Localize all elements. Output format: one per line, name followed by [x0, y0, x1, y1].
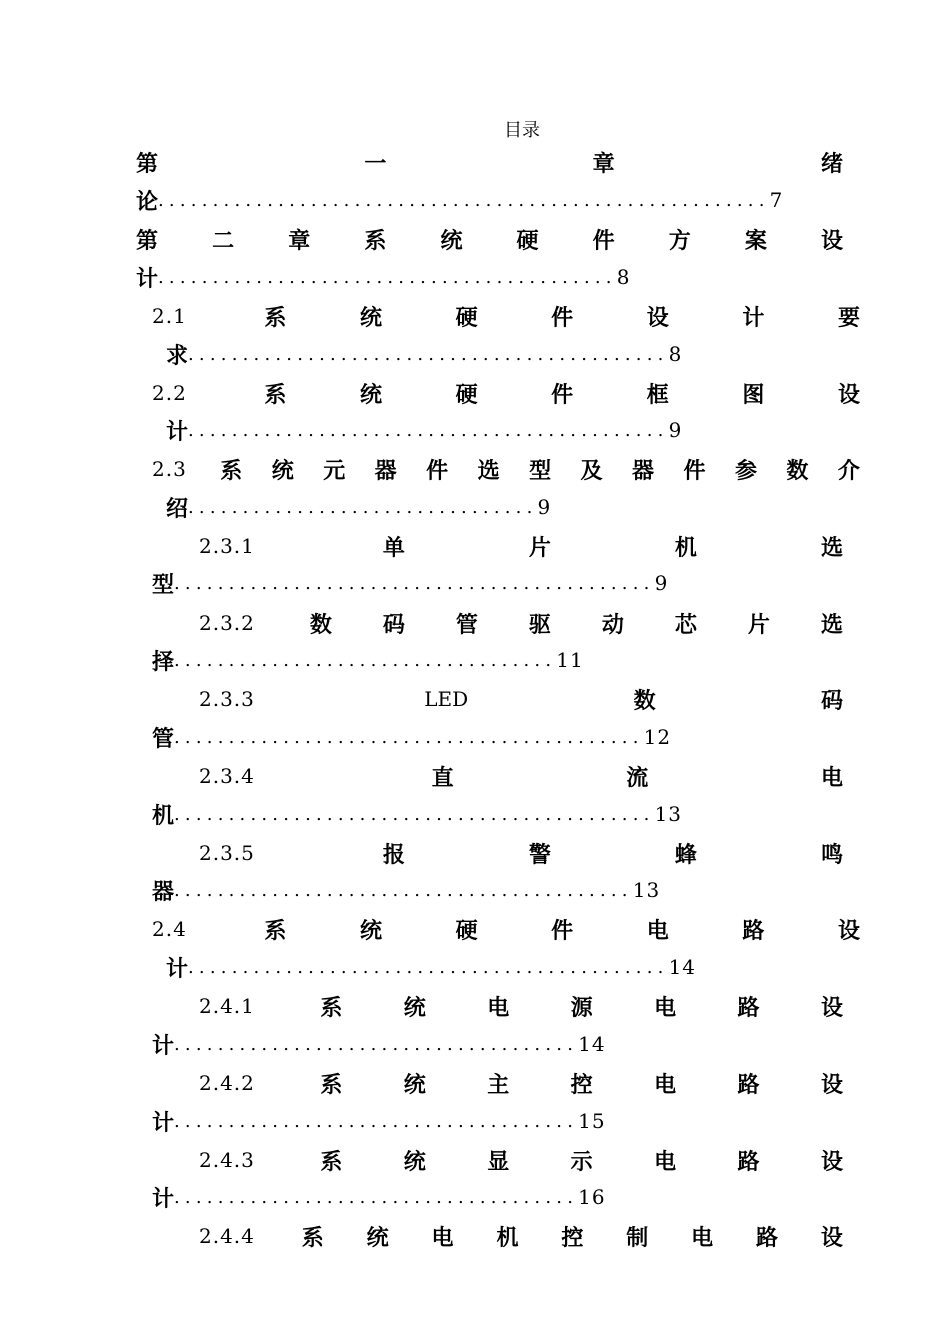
toc-entry-char: 机	[674, 535, 697, 561]
toc-entry-char: 方	[668, 228, 691, 254]
toc-entry[interactable]	[199, 761, 843, 791]
toc-entry-char: 一	[364, 151, 387, 177]
toc-entry-char: 芯	[674, 612, 697, 638]
toc-entry-char: 控	[561, 1225, 584, 1251]
toc-entry[interactable]	[152, 454, 860, 484]
toc-entry-char: 示	[570, 1149, 593, 1175]
toc-entry-char: 绪	[820, 151, 843, 177]
toc-entry-char: 系	[301, 1225, 324, 1251]
dot-leader: ............................................	[188, 343, 669, 365]
toc-page-number: 7	[769, 188, 784, 212]
toc-entry-continuation[interactable]	[136, 185, 783, 215]
toc-entry-char: 路	[742, 918, 765, 944]
toc-entry[interactable]	[199, 1221, 843, 1251]
toc-entry-continuation[interactable]	[152, 722, 671, 752]
toc-entry-char: 电	[654, 995, 677, 1021]
toc-entry-char: 统	[403, 1149, 426, 1175]
toc-entry-number: 2.3.4	[199, 764, 255, 788]
toc-entry-char: 件	[551, 918, 574, 944]
toc-entry-char: 电	[654, 1072, 677, 1098]
toc-entry-char: 选	[477, 458, 500, 484]
toc-entry-number: 2.3	[152, 457, 187, 481]
toc-entry-last-char: 绍	[166, 496, 189, 522]
toc-entry-char: 流	[626, 765, 649, 791]
dot-leader: ..........................................	[174, 879, 633, 901]
toc-entry-char: 统	[359, 382, 382, 408]
toc-entry-char: 控	[570, 1072, 593, 1098]
toc-entry-char: 电	[654, 1149, 677, 1175]
toc-entry-last-char: 计	[166, 419, 189, 445]
toc-entry[interactable]	[136, 147, 843, 177]
toc-entry[interactable]	[136, 224, 843, 254]
toc-entry-char: 系	[320, 995, 343, 1021]
toc-title: 目录	[504, 120, 540, 141]
toc-entry-continuation[interactable]	[152, 568, 668, 598]
toc-entry-char: 设	[820, 1072, 843, 1098]
toc-entry-last-char: 择	[152, 649, 175, 675]
toc-entry-char: 电	[820, 765, 843, 791]
toc-page-number: 13	[632, 878, 661, 902]
toc-entry-char: 路	[756, 1225, 779, 1251]
toc-entry-char: 设	[820, 1149, 843, 1175]
toc-entry-char: 片	[528, 535, 551, 561]
toc-entry-continuation[interactable]	[166, 952, 696, 982]
toc-page-number: 16	[578, 1185, 606, 1209]
toc-entry-number: 2.1	[152, 304, 187, 328]
toc-entry-char: 数	[309, 612, 332, 638]
toc-entry-char: 单	[382, 535, 405, 561]
toc-entry-last-char: 求	[166, 343, 189, 369]
toc-entry-char: 数	[633, 688, 656, 714]
toc-entry-char: 硬	[516, 228, 539, 254]
dot-leader: ........................................................	[158, 189, 770, 211]
toc-page-number: 9	[668, 418, 683, 442]
toc-entry-char: 电	[691, 1225, 714, 1251]
dot-leader: .....................................	[174, 1186, 579, 1208]
toc-entry-char: 介	[837, 458, 860, 484]
toc-entry-char: 主	[487, 1072, 510, 1098]
toc-entry-char: 件	[592, 228, 615, 254]
toc-entry[interactable]	[199, 684, 843, 714]
dot-leader: ..........................................	[158, 266, 617, 288]
toc-entry-char: 器	[374, 458, 397, 484]
toc-entry-number: 2.3.2	[199, 611, 255, 635]
toc-entry-char: 数	[786, 458, 809, 484]
toc-entry-char: 蜂	[674, 842, 697, 868]
toc-entry-char: 元	[323, 458, 346, 484]
toc-entry[interactable]	[152, 301, 860, 331]
toc-entry-char: 统	[440, 228, 463, 254]
toc-entry-char: 统	[359, 918, 382, 944]
dot-leader: .....................................	[174, 1110, 579, 1132]
toc-entry-char: 件	[551, 382, 574, 408]
toc-entry[interactable]	[199, 1068, 843, 1098]
toc-entry-char: 图	[742, 382, 765, 408]
toc-page-number: 9	[537, 495, 552, 519]
toc-entry[interactable]	[199, 838, 843, 868]
toc-page-number: 15	[578, 1109, 606, 1133]
toc-entry-number: 2.4.4	[199, 1224, 255, 1248]
toc-entry[interactable]	[152, 914, 860, 944]
toc-entry-continuation[interactable]	[152, 645, 584, 675]
toc-entry-char: 要	[837, 305, 860, 331]
toc-entry-continuation[interactable]	[166, 492, 551, 522]
toc-entry-last-char: 计	[152, 1033, 175, 1059]
toc-page-number: 12	[643, 725, 672, 749]
toc-entry-char: 直	[431, 765, 454, 791]
toc-entry-char: 设	[820, 228, 843, 254]
dot-leader: ............................................	[188, 419, 669, 441]
toc-entry-last-char: 计	[136, 266, 159, 292]
toc-entry-char: 制	[626, 1225, 649, 1251]
toc-page-number: 14	[668, 955, 697, 979]
toc-entry-char: 源	[570, 995, 593, 1021]
toc-entry-continuation[interactable]	[166, 415, 682, 445]
toc-entry-char: 设	[837, 382, 860, 408]
toc-entry-char: 设	[646, 305, 669, 331]
toc-entry-char: 电	[646, 918, 669, 944]
toc-entry-char: 系	[320, 1072, 343, 1098]
toc-entry-last-char: 机	[152, 803, 175, 829]
toc-entry-char: 设	[820, 1225, 843, 1251]
toc-entry[interactable]	[199, 608, 843, 638]
dot-leader: .....................................	[174, 1033, 579, 1055]
dot-leader: ............................................	[188, 956, 669, 978]
toc-entry-last-char: 型	[152, 572, 175, 598]
toc-entry-number: 2.3.3	[199, 687, 255, 711]
toc-entry-char: 器	[632, 458, 655, 484]
toc-entry-char: 显	[487, 1149, 510, 1175]
toc-entry-number: 2.3.1	[199, 534, 255, 558]
toc-entry-last-char: 计	[166, 956, 189, 982]
toc-entry-continuation[interactable]	[152, 1029, 606, 1059]
toc-entry-char: 警	[528, 842, 551, 868]
toc-entry-char: 驱	[528, 612, 551, 638]
toc-entry-char: 选	[820, 535, 843, 561]
toc-entry-char: 系	[264, 305, 287, 331]
toc-entry-char: 章	[592, 151, 615, 177]
toc-page-number: 9	[654, 571, 669, 595]
toc-entry-char: 管	[455, 612, 478, 638]
toc-entry-char: 二	[212, 228, 235, 254]
toc-entry-number: 2.4	[152, 917, 187, 941]
toc-entry-continuation[interactable]	[152, 875, 660, 905]
toc-entry-char: 框	[646, 382, 669, 408]
toc-entry-char: 计	[742, 305, 765, 331]
toc-entry-char: 动	[601, 612, 624, 638]
toc-entry-char: 系	[364, 228, 387, 254]
toc-entry-char: 及	[580, 458, 603, 484]
toc-entry-char: 系	[264, 382, 287, 408]
toc-entry-last-char: 计	[152, 1110, 175, 1136]
toc-entry-char: 机	[496, 1225, 519, 1251]
toc-entry-char: 统	[359, 305, 382, 331]
toc-entry-continuation[interactable]	[166, 339, 682, 369]
toc-entry-char: 统	[403, 1072, 426, 1098]
toc-entry[interactable]	[199, 991, 843, 1021]
toc-page-number: 11	[556, 648, 584, 672]
toc-entry-char: 件	[683, 458, 706, 484]
dot-leader: ...................................	[174, 649, 557, 671]
toc-entry-char: 第	[136, 151, 159, 177]
toc-entry[interactable]	[199, 1145, 843, 1175]
toc-entry-number: 2.4.2	[199, 1071, 255, 1095]
toc-entry-char: 第	[136, 228, 159, 254]
toc-entry-char: 件	[551, 305, 574, 331]
toc-entry-char: 选	[820, 612, 843, 638]
toc-entry-last-char: 器	[152, 879, 175, 905]
toc-entry-continuation[interactable]	[152, 799, 682, 829]
toc-entry-char: 设	[820, 995, 843, 1021]
toc-entry-char: 鸣	[820, 842, 843, 868]
toc-entry-char: 路	[737, 1072, 760, 1098]
toc-entry-char: 章	[288, 228, 311, 254]
toc-entry-char: 硬	[455, 382, 478, 408]
toc-entry-char: 系	[320, 1149, 343, 1175]
toc-entry-char: 电	[487, 995, 510, 1021]
dot-leader: ............................................	[174, 803, 655, 825]
toc-entry-number: 2.3.5	[199, 841, 255, 865]
toc-entry-char: 报	[382, 842, 405, 868]
toc-entry-char: 设	[837, 918, 860, 944]
toc-entry-char: 电	[431, 1225, 454, 1251]
toc-entry-last-char: 论	[136, 189, 159, 215]
toc-entry-char: 硬	[455, 305, 478, 331]
toc-page-number: 14	[578, 1032, 606, 1056]
dot-leader: ............................................	[174, 572, 655, 594]
toc-entry-char: 统	[271, 458, 294, 484]
dot-leader: ...........................................	[174, 726, 644, 748]
toc-entry-char: 片	[747, 612, 770, 638]
toc-entry-char: 系	[264, 918, 287, 944]
toc-entry-number: 2.4.3	[199, 1148, 255, 1172]
toc-entry-char: 统	[403, 995, 426, 1021]
toc-entry-char: 型	[529, 458, 552, 484]
toc-entry-char: 硬	[455, 918, 478, 944]
toc-entry-continuation[interactable]	[152, 1106, 606, 1136]
toc-entry-char: 统	[366, 1225, 389, 1251]
toc-entry-char: 参	[734, 458, 757, 484]
toc-page-number: 13	[654, 802, 683, 826]
toc-entry[interactable]	[199, 531, 843, 561]
toc-entry-char: 路	[737, 1149, 760, 1175]
toc-entry-last-char: 计	[152, 1186, 175, 1212]
toc-entry-char: 路	[737, 995, 760, 1021]
toc-entry-last-char: 管	[152, 726, 175, 752]
toc-entry-char: 案	[744, 228, 767, 254]
toc-entry-char: 码	[382, 612, 405, 638]
toc-entry-number: 2.4.1	[199, 994, 255, 1018]
dot-leader: ................................	[188, 496, 538, 518]
toc-entry-number: 2.2	[152, 381, 187, 405]
toc-entry-char: LED	[424, 687, 469, 711]
toc-entry-char: 件	[426, 458, 449, 484]
toc-entry[interactable]	[152, 378, 860, 408]
toc-page-number: 8	[616, 265, 631, 289]
toc-entry-continuation[interactable]	[136, 262, 630, 292]
toc-entry-continuation[interactable]	[152, 1182, 606, 1212]
toc-page-number: 8	[668, 342, 683, 366]
toc-entry-char: 码	[820, 688, 843, 714]
toc-entry-char: 系	[220, 458, 243, 484]
